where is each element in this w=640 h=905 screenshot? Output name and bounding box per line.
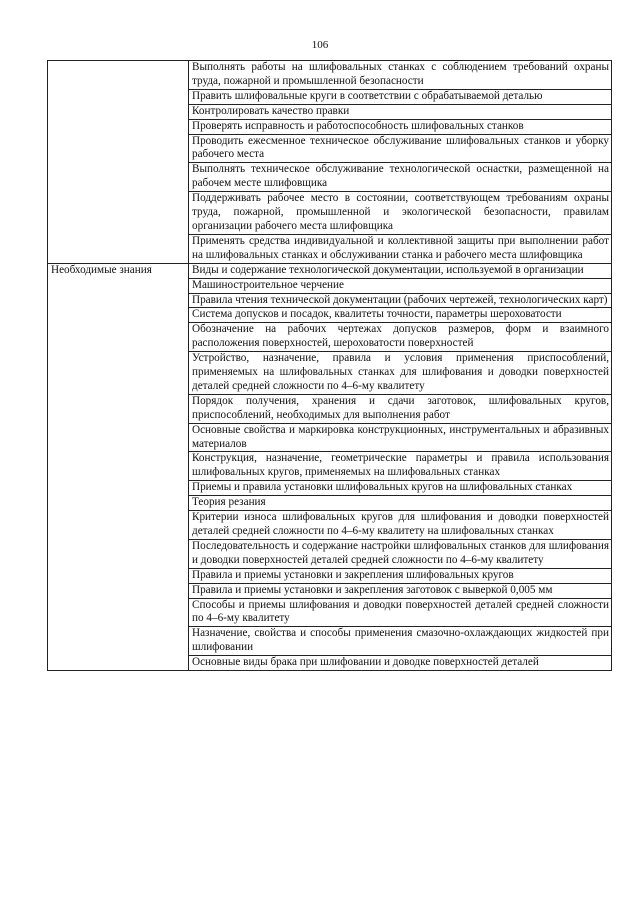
knowledge-item: Основные свойства и маркировка конструкционных, инструментальных и абразивных материалов <box>189 423 612 452</box>
action-item: Проводить ежесменное техническое обслуживание шлифовальных станков и уборку рабочего места <box>189 134 612 163</box>
knowledge-item: Правила и приемы установки и закрепления заготовок с выверкой 0,005 мм <box>189 583 612 598</box>
knowledge-item: Конструкция, назначение, геометрические параметры и правила использования шлифовальных кругов, применяемых на шлифовальных станках <box>189 452 612 481</box>
table-row <box>48 61 612 90</box>
knowledge-item: Основные виды брака при шлифовании и доводке поверхностей деталей <box>189 656 612 671</box>
table-row <box>48 263 612 278</box>
action-item: Выполнять техническое обслуживание технологической оснастки, размещенной на рабочем месте шлифовщика <box>189 163 612 192</box>
knowledge-item: Приемы и правила установки шлифовальных кругов на шлифовальных станках <box>189 481 612 496</box>
requirements-table <box>47 60 612 671</box>
action-item: Выполнять работы на шлифовальных станках с соблюдением требований охраны труда, пожарной и промышленной безопасности <box>189 61 612 90</box>
knowledge-item: Теория резания <box>189 496 612 511</box>
knowledge-item: Последовательность и содержание настройки шлифовальных станков для шлифования и доводки поверхностей деталей средней сложности по 4–6-му квалитету <box>189 539 612 568</box>
knowledge-item: Устройство, назначение, правила и условия применения приспособлений, применяемых на шлифовальных станках для шлифования и доводки поверхностей деталей средней сложности по 4–6-му квалитету <box>189 352 612 395</box>
knowledge-item: Порядок получения, хранения и сдачи заготовок, шлифовальных кругов, приспособлений, необходимых для выполнения работ <box>189 394 612 423</box>
knowledge-item: Виды и содержание технологической документации, используемой в организации <box>189 263 612 278</box>
action-item: Контролировать качество правки <box>189 104 612 119</box>
actions-label-cell <box>48 61 189 264</box>
action-item: Поддерживать рабочее место в состоянии, соответствующем требованиям охраны труда, пожарной, промышленной и экологической безопасности, правилам организации рабочего места шлифовщика <box>189 192 612 235</box>
knowledge-item: Правила чтения технической документации (рабочих чертежей, технологических карт) <box>189 293 612 308</box>
action-item: Править шлифовальные круги в соответствии с обрабатываемой деталью <box>189 89 612 104</box>
knowledge-item: Машиностроительное черчение <box>189 278 612 293</box>
knowledge-label-cell <box>48 263 189 670</box>
knowledge-item: Критерии износа шлифовальных кругов для шлифования и доводки поверхностей деталей средней сложности по 4–6-му квалитету на шлифовальных станках <box>189 511 612 540</box>
knowledge-item: Правила и приемы установки и закрепления шлифовальных кругов <box>189 568 612 583</box>
knowledge-item: Назначение, свойства и способы применения смазочно-охлаждающих жидкостей при шлифовании <box>189 627 612 656</box>
knowledge-item: Способы и приемы шлифования и доводки поверхностей деталей средней сложности по 4–6-му квалитету <box>189 598 612 627</box>
action-item: Применять средства индивидуальной и коллективной защиты при выполнении работ на шлифовальных станках и обслуживании станка и рабочего места шлифовщика <box>189 234 612 263</box>
action-item: Проверять исправность и работоспособность шлифовальных станков <box>189 119 612 134</box>
knowledge-item: Обозначение на рабочих чертежах допусков размеров, форм и взаимного расположения поверхностей, шероховатости поверхностей <box>189 323 612 352</box>
knowledge-label: Необходимые знания <box>51 263 152 276</box>
page-number: 106 <box>311 39 329 51</box>
knowledge-item: Система допусков и посадок, квалитеты точности, параметры шероховатости <box>189 308 612 323</box>
